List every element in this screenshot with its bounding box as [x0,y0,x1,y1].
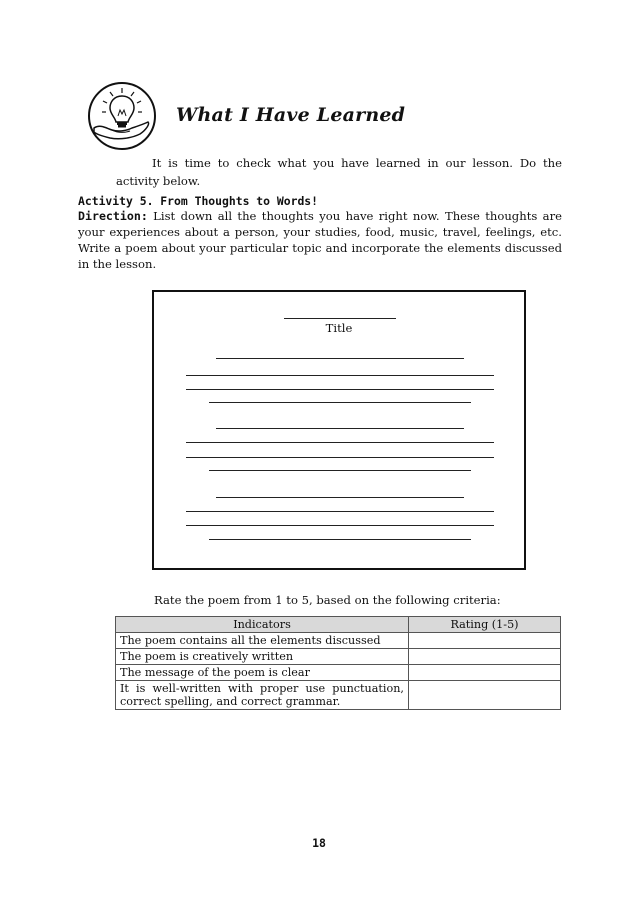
column-header-indicators: Indicators [116,617,409,633]
poem-blank-line[interactable] [209,402,471,403]
title-blank-line[interactable] [284,318,396,319]
direction-label: Direction: [78,209,148,223]
rate-instruction: Rate the poem from 1 to 5, based on the following criteria: [154,593,501,607]
poem-blank-line[interactable] [186,442,494,443]
table-row [116,633,561,649]
criteria-table [115,616,561,710]
poem-blank-line[interactable] [216,428,464,429]
indicator-cell: The poem contains all the elements discussed [116,633,409,649]
indicator-cell: It is well-written with proper use punctuation, correct spelling, and correct grammar. [116,681,409,710]
poem-blank-line[interactable] [186,457,494,458]
intro-paragraph: It is time to check what you have learned in our lesson. Do the activity below. [116,156,562,188]
poem-blank-line[interactable] [186,375,494,376]
poem-blank-line[interactable] [186,511,494,512]
rating-cell[interactable] [409,665,561,681]
rating-cell[interactable] [409,681,561,710]
table-header-row [116,617,561,633]
poem-title-label: Title [325,321,353,335]
lightbulb-hand-icon [86,80,158,152]
direction-paragraph [78,208,562,272]
poem-blank-line[interactable] [186,525,494,526]
page-number: 18 [312,836,326,850]
section-heading: What I Have Learned [176,104,406,126]
rating-cell[interactable] [409,649,561,665]
indicator-cell: The message of the poem is clear [116,665,409,681]
poem-blank-line[interactable] [209,539,471,540]
poem-blank-line[interactable] [216,358,464,359]
column-header-rating: Rating (1-5) [409,617,561,633]
rating-cell[interactable] [409,633,561,649]
poem-blank-line[interactable] [216,497,464,498]
poem-writing-box [152,290,526,570]
poem-blank-line[interactable] [209,470,471,471]
direction-text: List down all the thoughts you have right now. These thoughts are your experiences about a person, your studies, food, music, travel, feelings, etc. Write a poem about your particular topic and incorporate the elements discussed in the lesson. [78,209,562,271]
indicator-cell: The poem is creatively written [116,649,409,665]
poem-blank-line[interactable] [186,389,494,390]
table-row [116,681,561,710]
table-row [116,649,561,665]
table-row [116,665,561,681]
activity-title: Activity 5. From Thoughts to Words! [78,194,319,208]
